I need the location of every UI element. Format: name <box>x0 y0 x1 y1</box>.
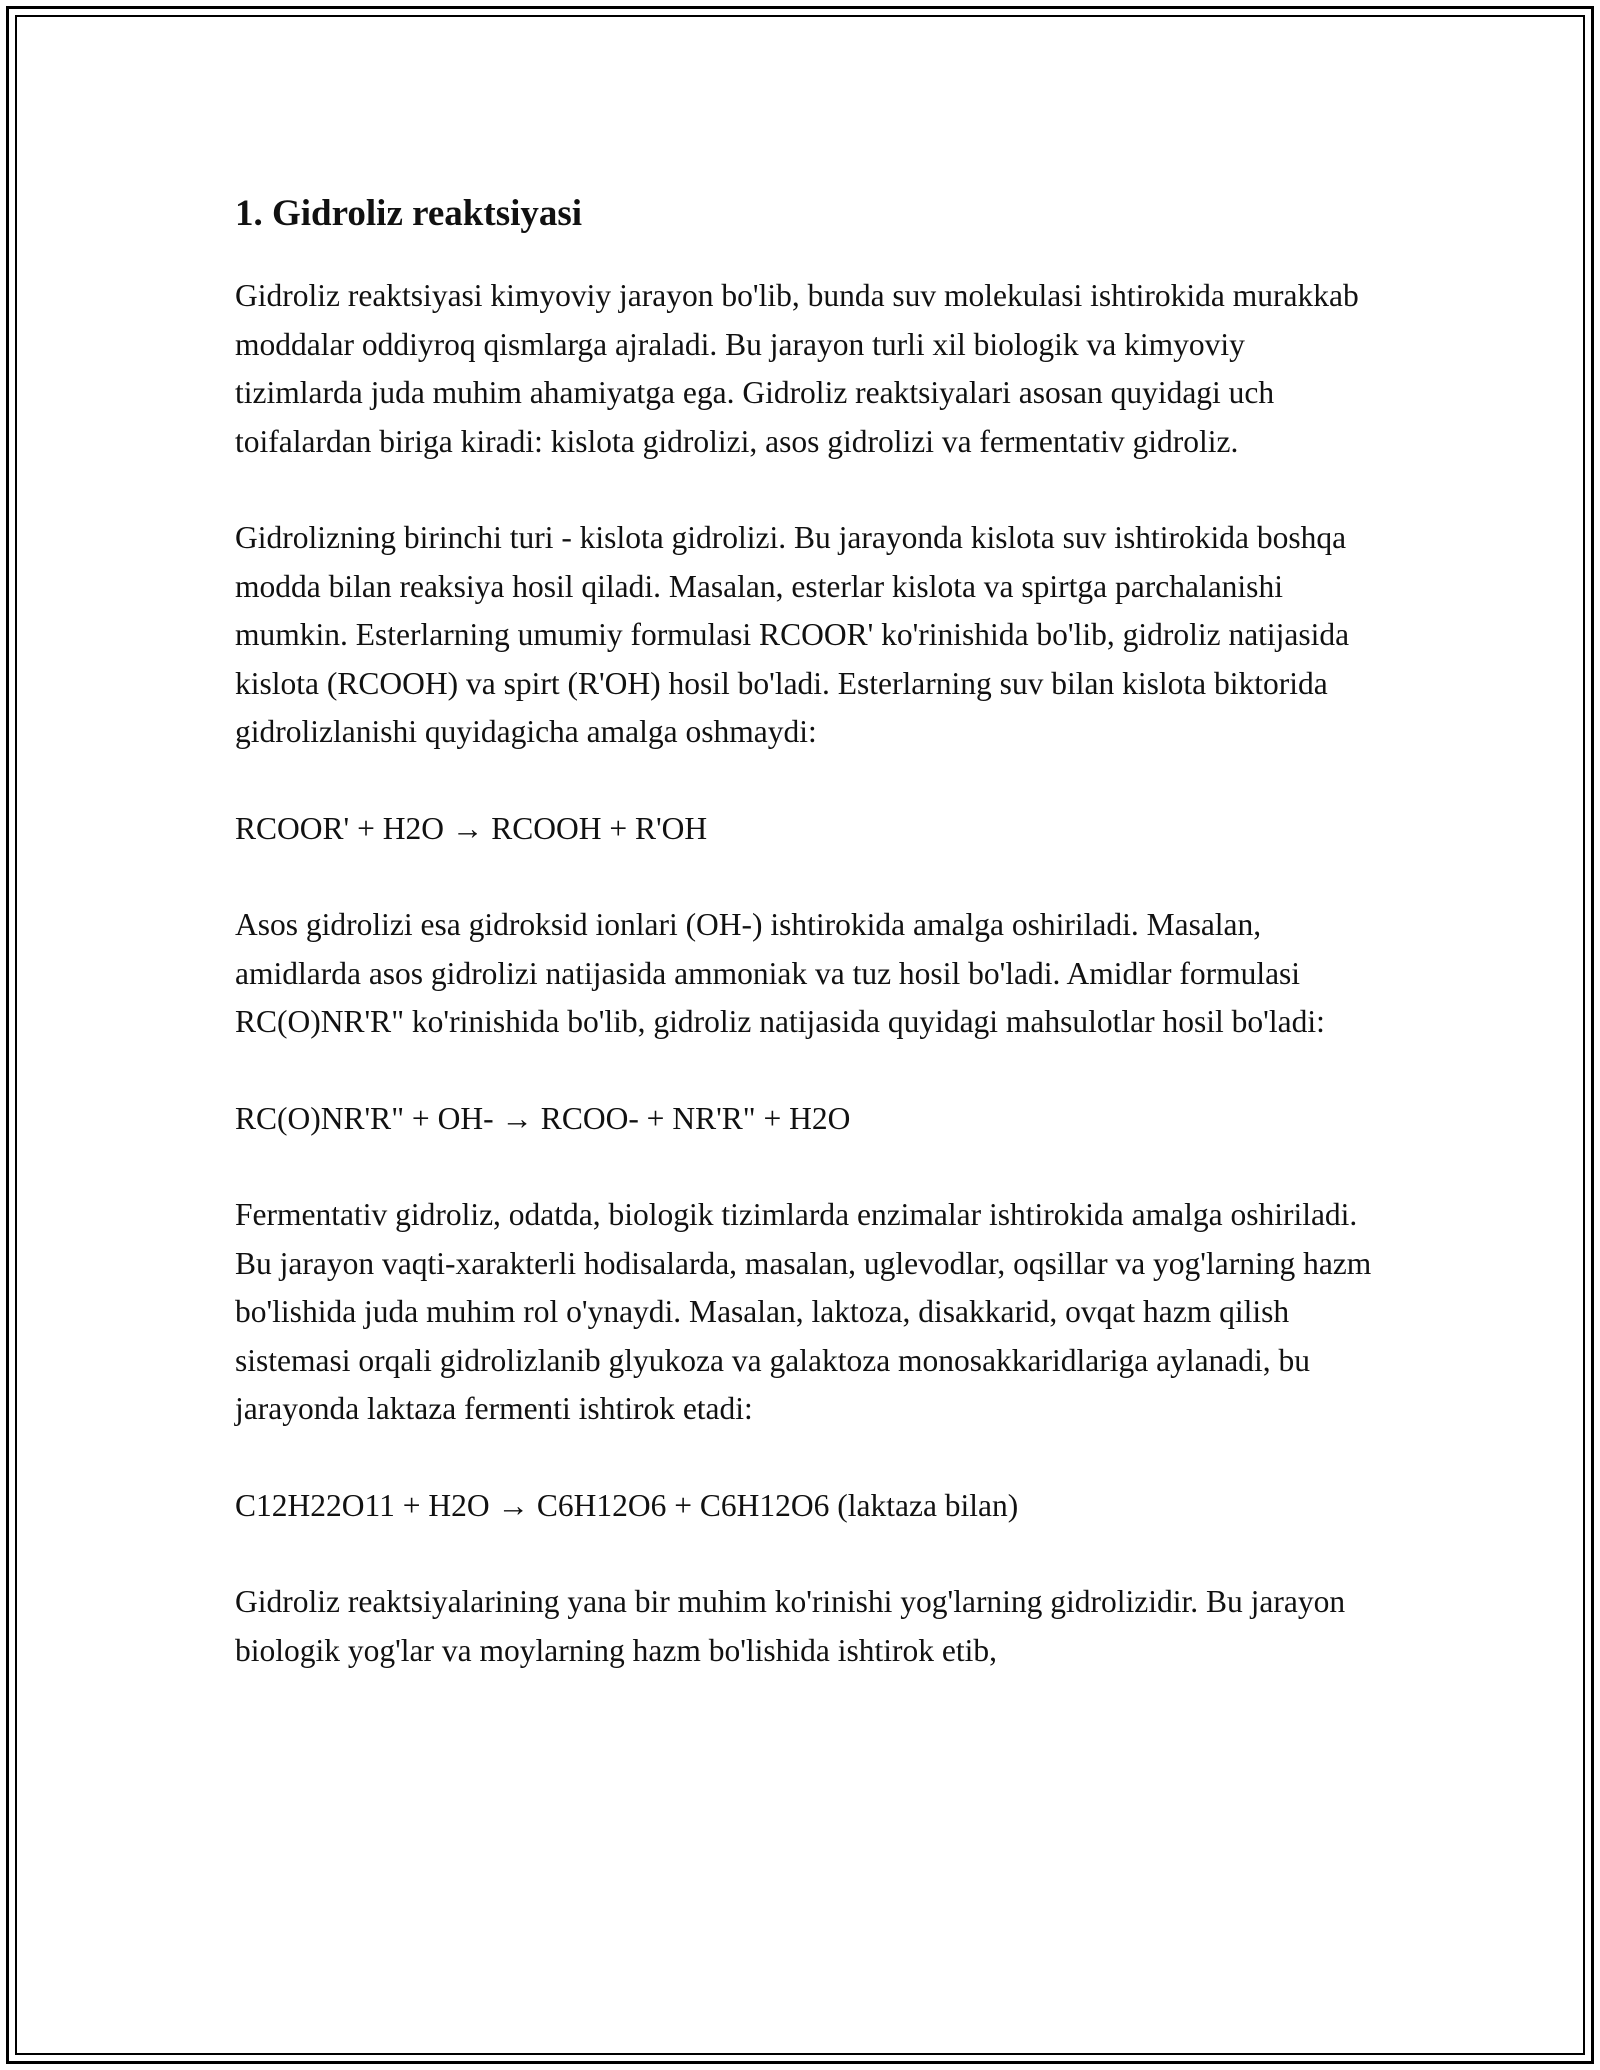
paragraph-enzymatic-hydrolysis: Fermentativ gidroliz, odatda, biologik tizimlarda enzimalar ishtirokida amalga oshiriladi. Bu jarayon vaqti-xarakterli hodisalarda, masalan, uglevodlar, oqsillar va yog'larning hazm bo'lishida juda muhim rol o'ynaydi. Masalan, laktoza, disakkarid, ovqat hazm qilish sistemasi orqali gidrolizlanib glyukoza va galaktoza monosakkaridlariga aylanadi, bu jarayonda laktaza fermenti ishtirok etadi: <box>235 1197 1372 1426</box>
paragraph-intro: Gidroliz reaktsiyasi kimyoviy jarayon bo'lib, bunda suv molekulasi ishtirokida murakkab moddalar oddiyroq qismlarga ajraladi. Bu jarayon turli xil biologik va kimyoviy tizimlarda juda muhim ahamiyatga ega. Gidroliz reaktsiyalari asosan quyidagi uch toifalardan biriga kiradi: kislota gidrolizi, asos gidrolizi va fermentativ gidroliz. <box>235 278 1359 459</box>
formula-amide-hydrolysis: RC(O)NR'R" + OH- → RCOO- + NR'R" + H2O <box>235 1100 851 1136</box>
formula-ester-hydrolysis: RCOOR' + H2O → RCOOH + R'OH <box>235 810 708 846</box>
formula-lactose-hydrolysis: C12H22O11 + H2O → C6H12O6 + C6H12O6 (laktaza bilan) <box>235 1487 1019 1523</box>
paragraph-base-hydrolysis: Asos gidrolizi esa gidroksid ionlari (OH-) ishtirokida amalga oshiriladi. Masalan, amidlarda asos gidrolizi natijasida ammoniak va tuz hosil bo'ladi. Amidlar formulasi RC(O)NR'R" ko'rinishida bo'lib, gidroliz natijasida quyidagi mahsulotlar hosil bo'ladi: <box>235 907 1325 1039</box>
paragraph-fat-hydrolysis: Gidroliz reaktsiyalarining yana bir muhim ko'rinishi yog'larning gidrolizidir. Bu jarayon biologik yog'lar va moylarning hazm bo'lishida ishtirok etib, <box>235 1584 1346 1668</box>
document-body <box>235 186 1375 1723</box>
paragraph-acid-hydrolysis: Gidrolizning birinchi turi - kislota gidrolizi. Bu jarayonda kislota suv ishtirokida boshqa modda bilan reaksiya hosil qiladi. Masalan, esterlar kislota va spirtga parchalanishi mumkin. Esterlarning umumiy formulasi RCOOR' ko'rinishida bo'lib, gidroliz natijasida kislota (RCOOH) va spirt (R'OH) hosil bo'ladi. Esterlarning suv bilan kislota biktorida gidrolizlanishi quyidagicha amalga oshmaydi: <box>235 520 1350 749</box>
section-heading: 1. Gidroliz reaktsiyasi <box>235 193 583 234</box>
